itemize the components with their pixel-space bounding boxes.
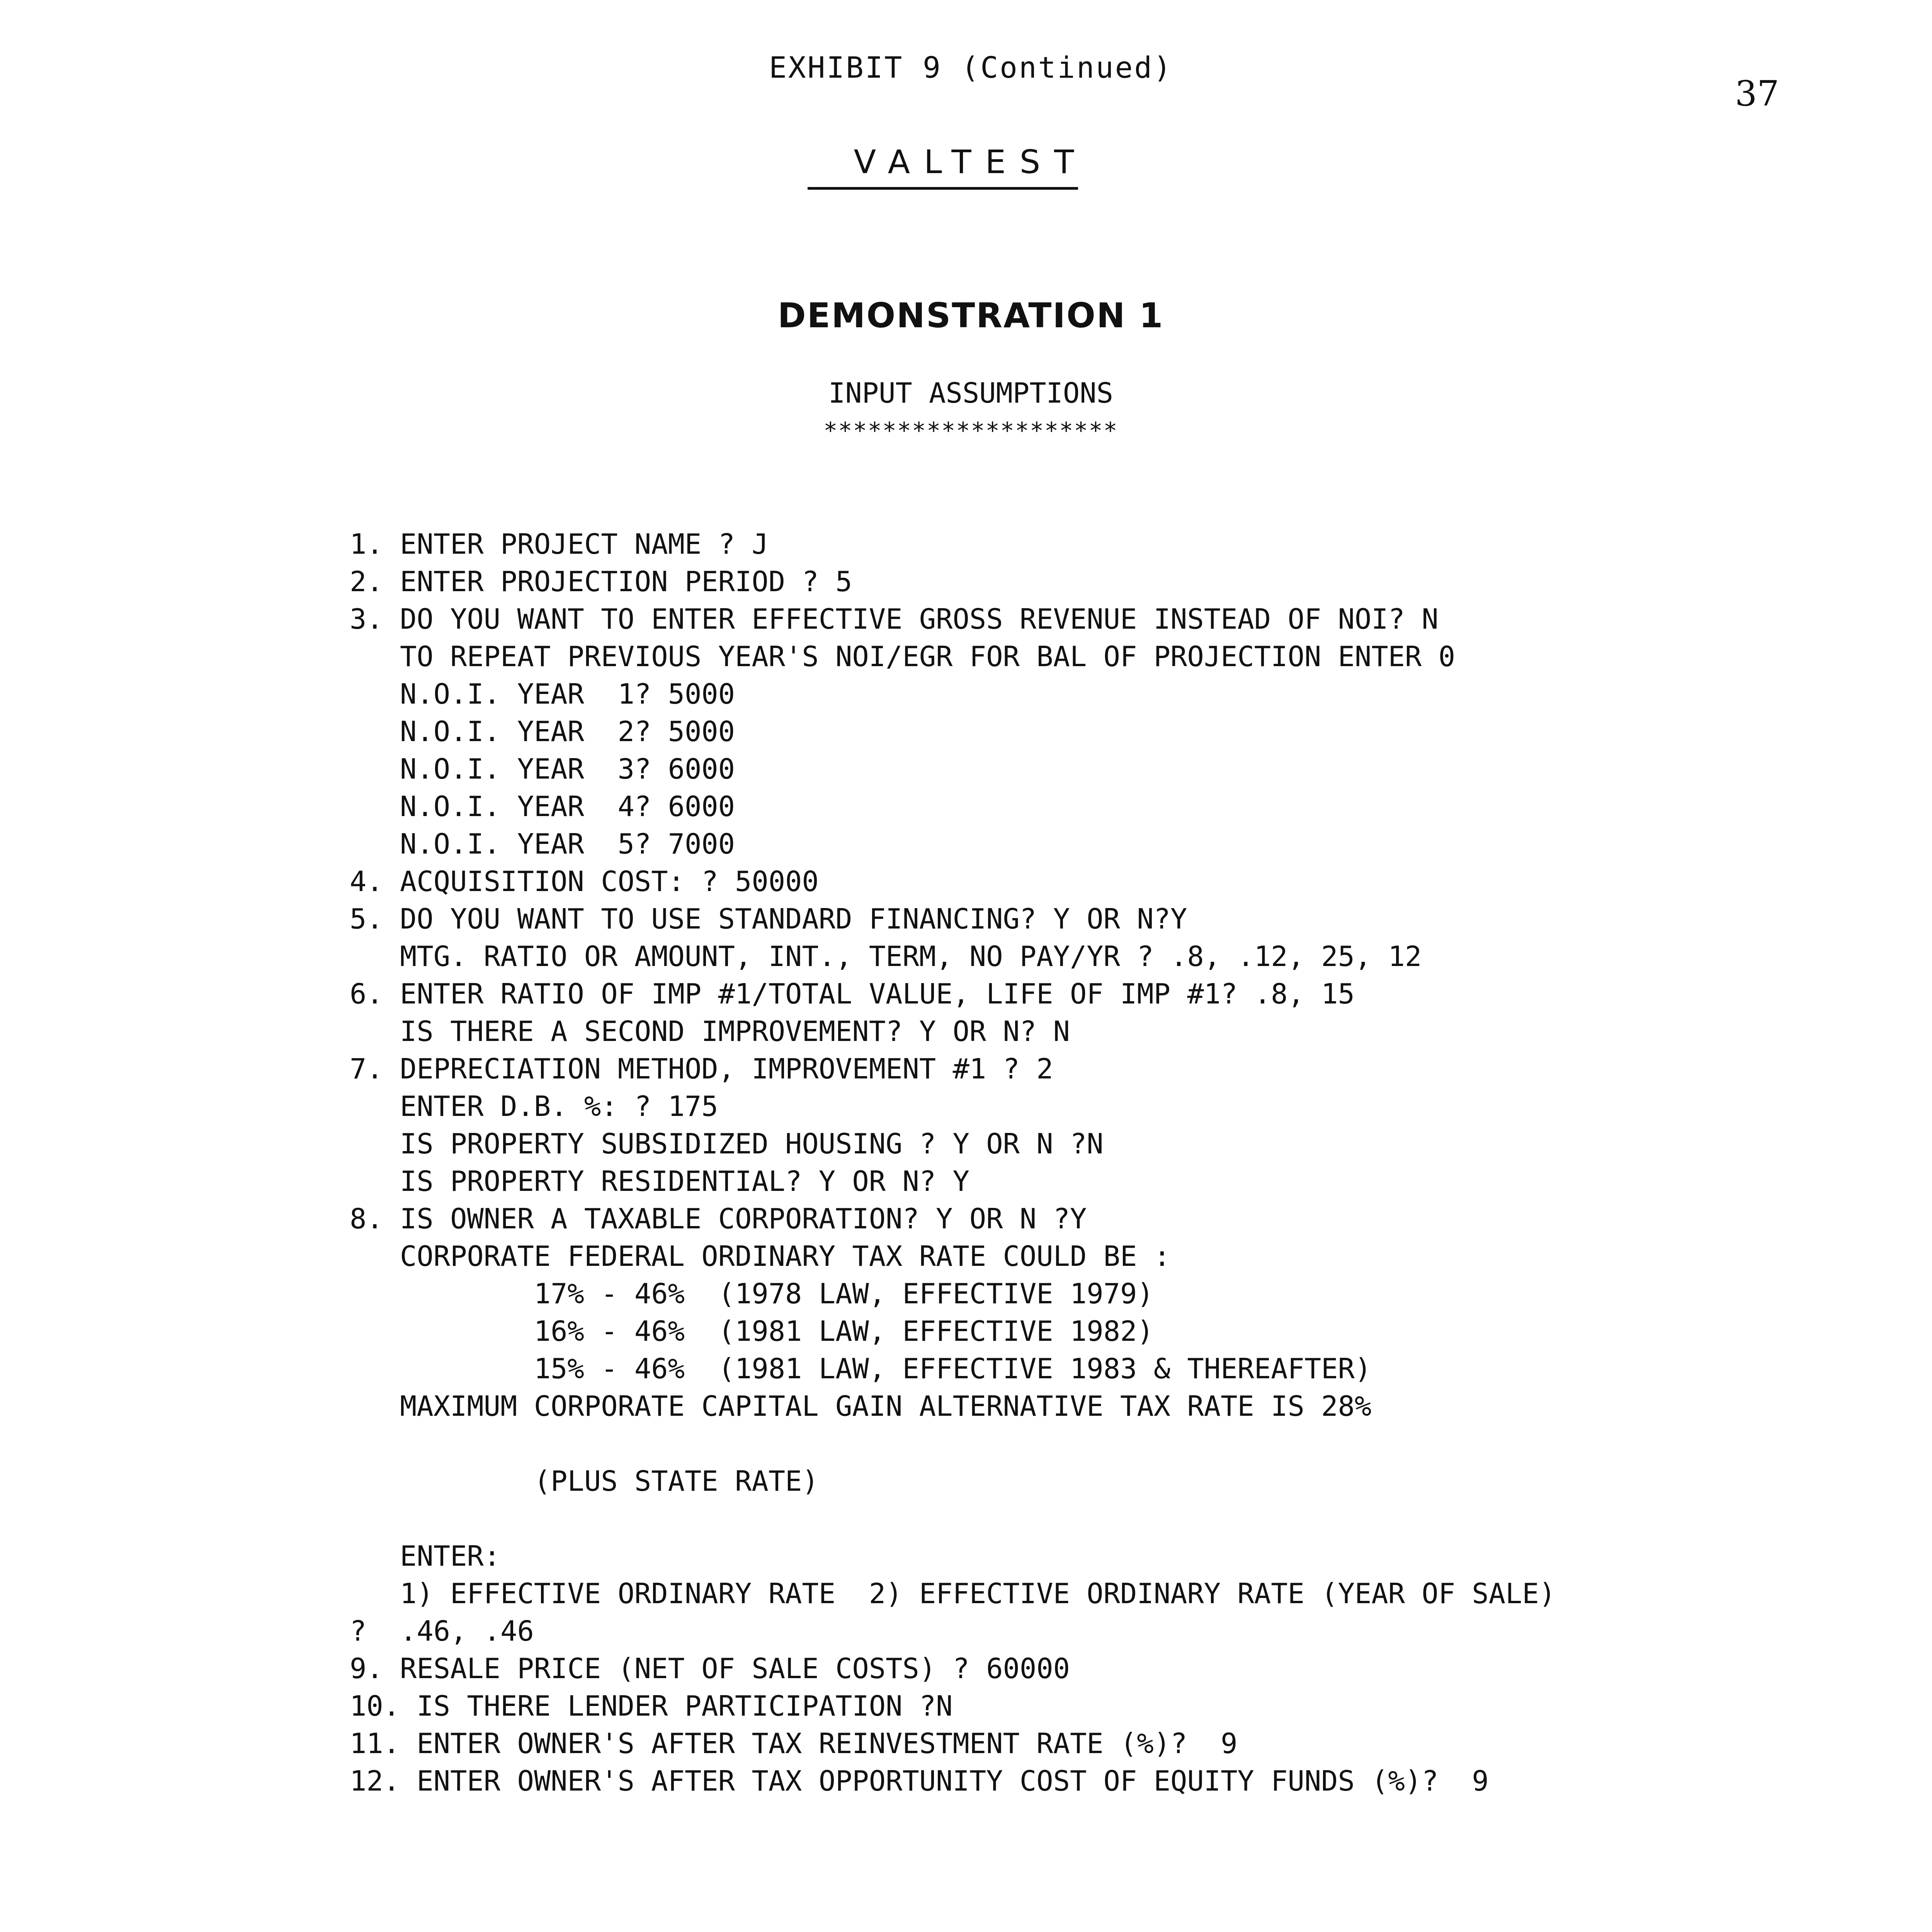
transcript-line: N.O.I. YEAR 5? 7000 [350, 828, 735, 860]
transcript-line: 1. ENTER PROJECT NAME ? J [350, 528, 769, 560]
transcript-line: 15% - 46% (1981 LAW, EFFECTIVE 1983 & THEREAFTER) [350, 1352, 1372, 1385]
transcript-line: IS PROPERTY SUBSIDIZED HOUSING ? Y OR N ?N [350, 1128, 1104, 1160]
app-title: VALTEST [854, 143, 1088, 181]
transcript-line: 12. ENTER OWNER'S AFTER TAX OPPORTUNITY COST OF EQUITY FUNDS (%)? 9 [350, 1765, 1489, 1797]
page-number: 37 [1735, 73, 1779, 114]
transcript-line: IS PROPERTY RESIDENTIAL? Y OR N? Y [350, 1165, 969, 1197]
transcript-line: ENTER D.B. %: ? 175 [350, 1090, 718, 1122]
transcript-line: N.O.I. YEAR 3? 6000 [350, 753, 735, 785]
transcript-line: IS THERE A SECOND IMPROVEMENT? Y OR N? N [350, 1015, 1070, 1048]
transcript-line: 6. ENTER RATIO OF IMP #1/TOTAL VALUE, LIFE OF IMP #1? .8, 15 [350, 978, 1355, 1010]
transcript-line: 2. ENTER PROJECTION PERIOD ? 5 [350, 565, 852, 598]
transcript-line: 8. IS OWNER A TAXABLE CORPORATION? Y OR N ?Y [350, 1202, 1087, 1235]
section-title: INPUT ASSUMPTIONS [828, 377, 1113, 409]
transcript-line: 3. DO YOU WANT TO ENTER EFFECTIVE GROSS REVENUE INSTEAD OF NOI? N [350, 603, 1439, 635]
demonstration-title: DEMONSTRATION 1 [777, 296, 1164, 335]
transcript-line: N.O.I. YEAR 1? 5000 [350, 678, 735, 710]
transcript-line: N.O.I. YEAR 4? 6000 [350, 790, 735, 823]
transcript-line: 1) EFFECTIVE ORDINARY RATE 2) EFFECTIVE ORDINARY RATE (YEAR OF SALE) [350, 1577, 1556, 1610]
transcript-line: 5. DO YOU WANT TO USE STANDARD FINANCING? Y OR N?Y [350, 903, 1187, 935]
transcript-line: CORPORATE FEDERAL ORDINARY TAX RATE COULD BE : [350, 1240, 1171, 1272]
blank-line [350, 1425, 1932, 1463]
title-underline [808, 187, 1078, 190]
transcript-line: N.O.I. YEAR 2? 5000 [350, 715, 735, 748]
transcript-line: ENTER: [350, 1540, 501, 1572]
transcript-line: 9. RESALE PRICE (NET OF SALE COSTS) ? 60000 [350, 1652, 1070, 1685]
transcript-line: TO REPEAT PREVIOUS YEAR'S NOI/EGR FOR BAL OF PROJECTION ENTER 0 [350, 640, 1455, 673]
transcript-line: MTG. RATIO OR AMOUNT, INT., TERM, NO PAY/YR ? .8, .12, 25, 12 [350, 940, 1422, 973]
transcript-line: 4. ACQUISITION COST: ? 50000 [350, 865, 819, 898]
terminal-transcript [350, 526, 1932, 1800]
transcript-line: 11. ENTER OWNER'S AFTER TAX REINVESTMENT RATE (%)? 9 [350, 1727, 1238, 1760]
blank-line [350, 1500, 1932, 1537]
transcript-line: 7. DEPRECIATION METHOD, IMPROVEMENT #1 ? 2 [350, 1053, 1053, 1085]
exhibit-heading: EXHIBIT 9 (Continued) [769, 50, 1173, 85]
asterisk-divider: ******************** [823, 417, 1118, 444]
transcript-line: MAXIMUM CORPORATE CAPITAL GAIN ALTERNATIVE TAX RATE IS 28% [350, 1390, 1372, 1422]
transcript-line: 16% - 46% (1981 LAW, EFFECTIVE 1982) [350, 1315, 1154, 1347]
transcript-line: (PLUS STATE RATE) [350, 1465, 819, 1497]
transcript-line: ? .46, .46 [350, 1615, 534, 1647]
transcript-line: 10. IS THERE LENDER PARTICIPATION ?N [350, 1690, 953, 1722]
transcript-line: 17% - 46% (1978 LAW, EFFECTIVE 1979) [350, 1277, 1154, 1310]
